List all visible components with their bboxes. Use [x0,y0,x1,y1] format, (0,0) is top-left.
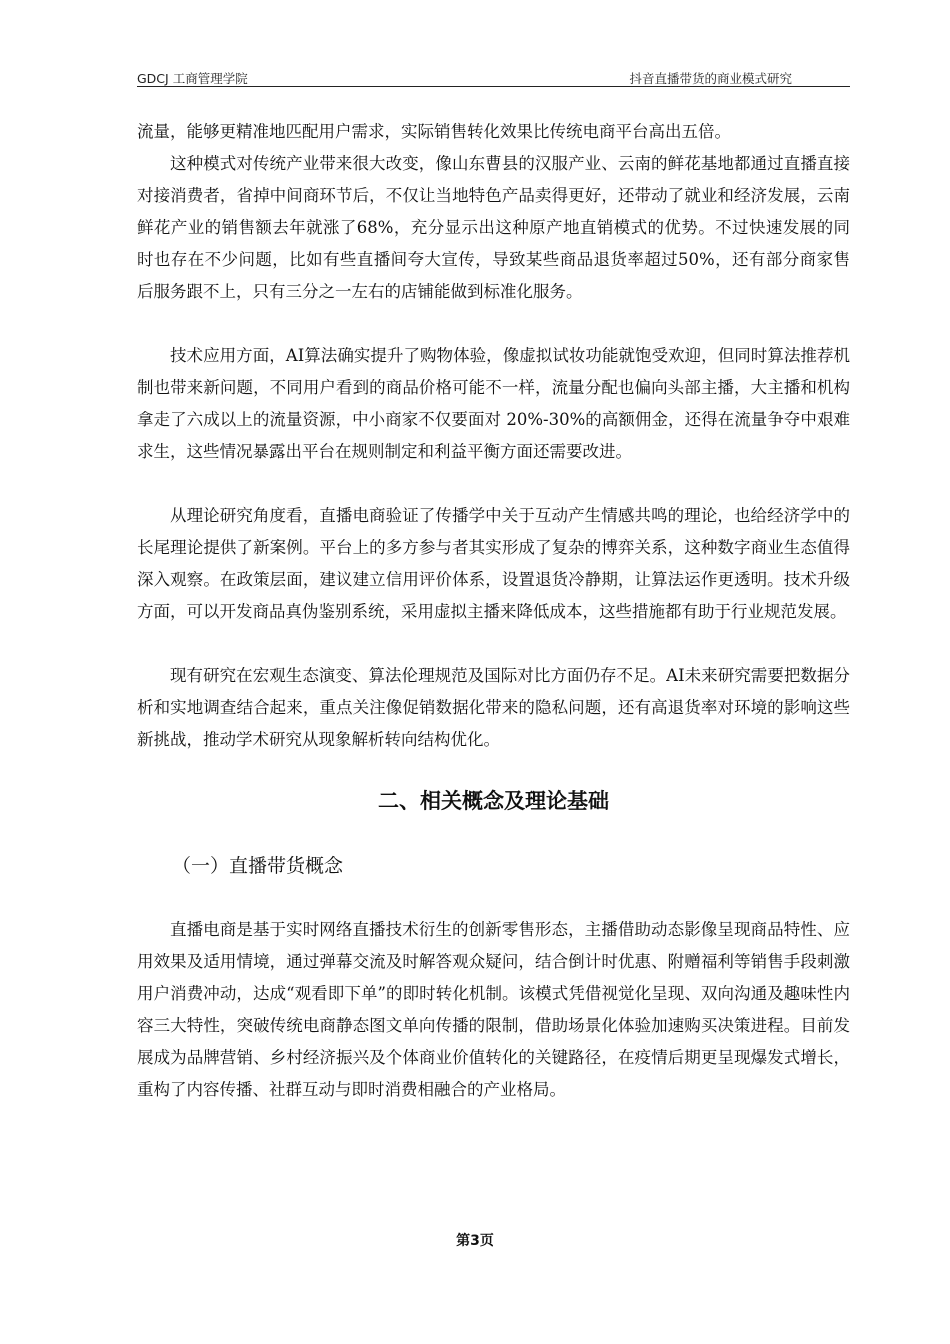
paragraph-continuation: 流量，能够更精准地匹配用户需求，实际销售转化效果比传统电商平台高出五倍。 [137,122,731,141]
section-title: 二、相关概念及理论基础 [378,789,609,813]
paragraph-research-gaps: 现有研究在宏观生态演变、算法伦理规范及国际对比方面仍存不足。AI未来研究需要把数据分析和实地调查结合起来，重点关注像促销数据化带来的隐私问题，还有高退货率对环境的影响这些新挑战，推动学术研究从现象解析转向结构优化。 [137,666,850,749]
paragraph-live-commerce-concept: 直播电商是基于实时网络直播技术衍生的创新零售形态，主播借助动态影像呈现商品特性、应用效果及适用情境，通过弹幕交流及时解答观众疑问，结合倒计时优惠、附赠福利等销售手段刺激用户消费冲动，达成“观看即下单”的即时转化机制。该模式凭借视觉化呈现、双向沟通及趣味性内容三大特性，突破传统电商静态图文单向传播的限制，借助场景化体验加速购买决策进程。目前发展成为品牌营销、乡村经济振兴及个体商业价值转化的关键路径，在疫情后期更呈现爆发式增长，重构了内容传播、社群互动与即时消费相融合的产业格局。 [137,920,850,1099]
header-institution: GDCJ 工商管理学院 [137,71,248,86]
paragraph-theory: 从理论研究角度看，直播电商验证了传播学中关于互动产生情感共鸣的理论，也给经济学中的长尾理论提供了新案例。平台上的多方参与者其实形成了复杂的博弈关系，这种数字商业生态值得深入观察。在政策层面，建议建立信用评价体系，设置退货冷静期，让算法运作更透明。技术升级方面，可以开发商品真伪鉴别系统，采用虚拟主播来降低成本，这些措施都有助于行业规范发展。 [137,506,850,621]
paragraph-technology: 技术应用方面，AI算法确实提升了购物体验，像虚拟试妆功能就饱受欢迎，但同时算法推荐机制也带来新问题，不同用户看到的商品价格可能不一样，流量分配也偏向头部主播，大主播和机构拿走了六成以上的流量资源，中小商家不仅要面对 20%-30%的高额佣金，还得在流量争夺中艰难求生，这些情况暴露出平台在规则制定和利益平衡方面还需要改进。 [137,346,850,461]
page-number: 第3页 [456,1233,494,1249]
subsection-title: （一）直播带货概念 [172,855,344,877]
header-paper-title: 抖音直播带货的商业模式研究 [629,71,792,86]
page-header [137,68,850,87]
paragraph-industry-impact: 这种模式对传统产业带来很大改变，像山东曹县的汉服产业、云南的鲜花基地都通过直播直接对接消费者，省掉中间商环节后，不仅让当地特色产品卖得更好，还带动了就业和经济发展，云南鲜花产业的销售额去年就涨了68%，充分显示出这种原产地直销模式的优势。不过快速发展的同时也存在不少问题，比如有些直播间夸大宣传，导致某些商品退货率超过50%，还有部分商家售后服务跟不上，只有三分之一左右的店铺能做到标准化服务。 [137,154,850,301]
